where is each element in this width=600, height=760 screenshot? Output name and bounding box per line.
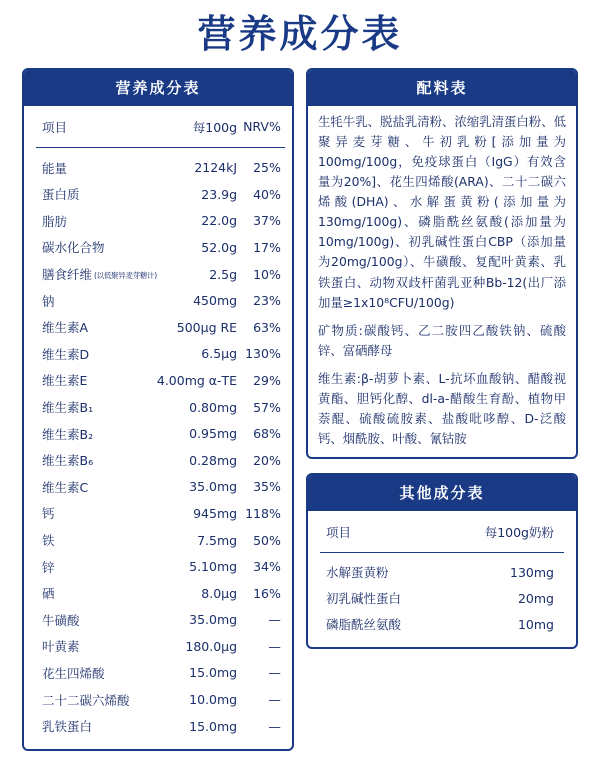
other-panel <box>306 473 578 649</box>
other-item: 水解蛋黄粉 <box>326 565 389 581</box>
page-title: 营养成分表 <box>197 12 403 56</box>
table-row <box>36 447 285 474</box>
nutrition-item: 脂肪 <box>42 213 68 229</box>
nutrition-item: 碳水化合物 <box>42 240 105 256</box>
nutrition-value: 8.0μg <box>201 585 238 601</box>
nutrition-item: 维生素B₆ <box>42 453 94 469</box>
nutrition-value: 15.0mg <box>189 665 238 681</box>
other-table <box>320 519 564 637</box>
nutrition-table-header-row <box>36 114 285 142</box>
nutrition-value: 35.0mg <box>189 612 238 628</box>
table-row <box>36 633 285 660</box>
nutrition-panel-body <box>24 106 292 750</box>
ingredients-paragraph: 生牦牛乳、脱盐乳清粉、浓缩乳清蛋白粉、低聚异麦芽糖、牛初乳粉[添加量为100mg/100g，免疫球蛋白（IgG）有效含量为20%]、花生四烯酸(ARA)、二十二碳六烯酸(DHA)、水解蛋黄粉(添加量为130mg/100g)、磷脂酰丝氨酸(添加量为10mg/100g)、初乳碱性蛋白CBP（添加量为20mg/100g）、牛磺酸、复配叶黄素、乳铁蛋白、动物双歧杆菌乳亚种Bb-12(出厂添加量≥1x10⁸CFU/100g) <box>318 113 566 310</box>
ingredients-paragraph: 维生素:β-胡萝卜素、L-抗坏血酸钠、醋酸视黄酯、胆钙化醇、dl-a-醋酸生育酚、植物甲萘醌、硫酸硫胺素、盐酸吡哆醇、D-泛酸钙、烟酰胺、叶酸、氰钴胺 <box>318 370 566 447</box>
other-table-header-row <box>320 519 564 547</box>
nutrition-header-rule <box>36 142 285 155</box>
nutrition-value: 15.0mg <box>189 718 238 734</box>
table-row <box>36 234 285 261</box>
rule-cell <box>320 547 564 559</box>
nutrition-item: 能量 <box>42 160 68 176</box>
other-panel-body <box>308 511 576 647</box>
table-row <box>36 660 285 687</box>
nutrition-nrv: 29% <box>253 372 281 388</box>
table-row <box>36 261 285 288</box>
nutrition-nrv: — <box>268 665 281 681</box>
table-row <box>320 559 564 585</box>
other-header-rule <box>320 547 564 559</box>
other-table-body <box>320 559 564 637</box>
nutrition-nrv: 17% <box>253 239 281 255</box>
nutrition-value: 500μg RE <box>176 319 238 335</box>
nutrition-item: 锌 <box>42 559 55 575</box>
nutrition-value: 2124kJ <box>194 160 238 176</box>
table-row <box>36 686 285 713</box>
ingredients-panel-header: 配料表 <box>308 70 576 106</box>
nutrition-nrv: 68% <box>253 426 281 442</box>
nutrition-value: 5.10mg <box>189 559 238 575</box>
other-value: 20mg <box>517 590 554 606</box>
table-row <box>36 527 285 554</box>
nutrition-item: 乳铁蛋白 <box>42 719 93 735</box>
other-value: 10mg <box>517 616 554 632</box>
nutrition-nrv: — <box>268 692 281 708</box>
nutrition-col-nrv: NRV% <box>243 119 281 135</box>
table-row <box>36 606 285 633</box>
nutrition-item: 硒 <box>42 586 55 602</box>
nutrition-nrv: — <box>268 718 281 734</box>
nutrition-nrv: 40% <box>253 186 281 202</box>
nutrition-item-note: (以低聚异麦芽糖计) <box>94 270 157 280</box>
nutrition-item: 蛋白质 <box>42 187 80 203</box>
table-row <box>320 585 564 611</box>
nutrition-panel-header: 营养成分表 <box>24 70 292 106</box>
other-item: 初乳碱性蛋白 <box>326 591 402 607</box>
nutrition-value: 7.5mg <box>197 532 238 548</box>
nutrition-item: 二十二碳六烯酸 <box>42 692 130 708</box>
nutrition-value: 6.5μg <box>201 346 238 362</box>
nutrition-value: 0.80mg <box>189 399 238 415</box>
nutrition-item: 叶黄素 <box>42 639 80 655</box>
nutrition-nrv: 34% <box>253 559 281 575</box>
ingredients-panel-body <box>308 106 576 458</box>
ingredients-paragraph: 矿物质:碳酸钙、乙二胺四乙酸铁钠、硫酸锌、富硒酵母 <box>318 322 566 358</box>
nutrition-nrv: 63% <box>253 319 281 335</box>
nutrition-nrv: 37% <box>253 213 281 229</box>
table-row <box>36 500 285 527</box>
table-row <box>36 553 285 580</box>
nutrition-item: 花生四烯酸 <box>42 665 105 681</box>
nutrition-value: 10.0mg <box>189 692 238 708</box>
nutrition-col-value: 每100g <box>192 119 238 135</box>
nutrition-value: 23.9g <box>201 186 238 202</box>
nutrition-item: 维生素A <box>42 320 89 336</box>
nutrition-nrv: 23% <box>253 293 281 309</box>
table-row <box>36 341 285 368</box>
nutrition-value: 180.0μg <box>185 638 238 654</box>
nutrition-nrv: 50% <box>253 532 281 548</box>
nutrition-table-body <box>36 154 285 739</box>
table-row <box>36 181 285 208</box>
nutrition-item: 膳食纤维 <box>42 267 93 283</box>
nutrition-col-item: 项目 <box>42 119 68 135</box>
nutrition-nrv: 16% <box>253 585 281 601</box>
nutrition-value: 22.0g <box>201 213 238 229</box>
other-col-item: 项目 <box>326 525 352 541</box>
nutrition-nrv: 35% <box>253 479 281 495</box>
table-row <box>36 420 285 447</box>
other-value: 130mg <box>510 564 554 580</box>
other-col-value: 每100g奶粉 <box>484 525 554 541</box>
table-row <box>36 154 285 181</box>
nutrition-item: 牛磺酸 <box>42 612 80 628</box>
nutrition-value: 945mg <box>193 505 238 521</box>
nutrition-value: 35.0mg <box>189 479 238 495</box>
nutrition-nrv: 118% <box>245 505 281 521</box>
table-row <box>36 314 285 341</box>
nutrition-nrv: 130% <box>245 346 281 362</box>
nutrition-item: 维生素B₁ <box>42 400 94 416</box>
content-columns <box>0 68 600 752</box>
nutrition-item: 维生素C <box>42 479 89 495</box>
nutrition-value: 4.00mg α-TE <box>156 372 238 388</box>
nutrition-item: 维生素B₂ <box>42 426 94 442</box>
table-row <box>320 611 564 637</box>
other-item: 磷脂酰丝氨酸 <box>326 617 402 633</box>
table-row <box>36 208 285 235</box>
nutrition-value: 0.28mg <box>189 452 238 468</box>
table-row <box>36 474 285 501</box>
table-row <box>36 713 285 740</box>
nutrition-value: 52.0g <box>201 239 238 255</box>
nutrition-value: 0.95mg <box>189 426 238 442</box>
nutrition-item: 铁 <box>42 533 55 548</box>
nutrition-item: 钠 <box>42 293 55 309</box>
nutrition-item: 钙 <box>42 506 55 522</box>
table-row <box>36 287 285 314</box>
nutrition-nrv: 25% <box>253 160 281 176</box>
nutrition-item: 维生素D <box>42 346 90 362</box>
nutrition-panel <box>22 68 294 752</box>
nutrition-nrv: — <box>268 612 281 628</box>
nutrition-nrv: — <box>268 638 281 654</box>
nutrition-value: 2.5g <box>209 266 238 282</box>
left-column <box>22 68 294 752</box>
nutrition-value: 450mg <box>193 293 238 309</box>
other-panel-header: 其他成分表 <box>308 475 576 511</box>
nutrition-nrv: 20% <box>253 452 281 468</box>
nutrition-table <box>36 114 285 740</box>
table-row <box>36 394 285 421</box>
nutrition-nrv: 57% <box>253 399 281 415</box>
ingredients-panel <box>306 68 578 460</box>
right-column <box>306 68 578 650</box>
rule-cell <box>36 142 285 155</box>
table-row <box>36 367 285 394</box>
nutrition-item-with-note <box>36 261 157 288</box>
nutrition-item: 维生素E <box>42 373 88 389</box>
nutrition-nrv: 10% <box>253 266 281 282</box>
table-row <box>36 580 285 607</box>
